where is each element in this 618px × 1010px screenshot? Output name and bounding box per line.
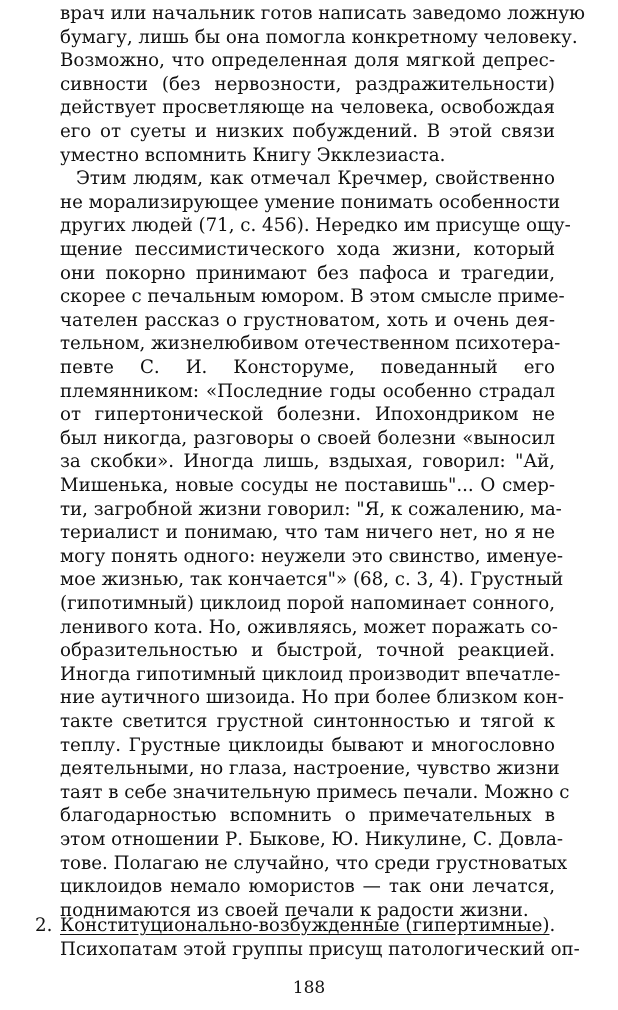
- text-line: действует просветляюще на человека, освобождая: [60, 97, 555, 119]
- text-line: образительностью и быстрой, точной реакцией.: [60, 640, 555, 662]
- text-line: поднимаются из своей печали к радости жизни.: [60, 899, 529, 921]
- text-line: деятельными, но глаза, настроение, чувство жизни: [60, 758, 560, 780]
- text-line: мое жизнью, так кончается"» (68, с. 3, 4). Грустный: [60, 569, 564, 591]
- list-item-number: 2.: [35, 915, 53, 936]
- text-line: сивности (без нервозности, раздражительности): [60, 73, 555, 95]
- text-line: скорее с печальным юмором. В этом смысле приме-: [60, 286, 565, 308]
- text-line: могу понять одного: неужели это свинство, именуе-: [60, 545, 564, 567]
- text-line: этом отношении Р. Быкове, Ю. Никулине, С. Довла-: [60, 829, 563, 850]
- text-line: певте С. И. Консторуме, поведанный его: [60, 357, 555, 378]
- text-line: не морализирующее умение понимать особенности: [60, 191, 561, 213]
- text-line: бумагу, лишь бы она помогла конкретному человеку.: [60, 26, 578, 48]
- text-line: за скобки». Иногда лишь, вздыхая, говорил: "Ай,: [60, 451, 555, 473]
- text-line: (гипотимный) циклоид порой напоминает сонного,: [60, 593, 555, 614]
- text-line: других людей (71, с. 456). Нередко им присуще ощу-: [60, 215, 571, 237]
- list-item-text-line: Психопатам этой группы присущ патологический оп-: [60, 939, 580, 960]
- page-number: 188: [292, 978, 326, 998]
- list-item-heading-end: .: [549, 915, 556, 936]
- text-line: такте светится грустной синтонностью и тягой к: [60, 711, 555, 732]
- list-item-heading: Конституционально-возбужденные (гипертимные): [60, 915, 550, 936]
- text-line: от гипертонической болезни. Ипохондриком не: [60, 404, 555, 426]
- text-line: циклоидов немало юмористов — так они лечатся,: [60, 876, 555, 898]
- text-line: ленивого кота. Но, оживляясь, может поражать со-: [60, 616, 558, 638]
- text-line: тове. Полагаю не случайно, что среди грустноватых: [60, 852, 568, 874]
- text-line: Этим людям, как отмечал Кречмер, свойственно: [76, 168, 555, 190]
- text-line: теплу. Грустные циклоиды бывают и многословно: [60, 734, 555, 756]
- text-line: благодарностью вспомнить о примечательных в: [60, 805, 555, 827]
- text-line: таят в себе значительную примесь печали. Можно с: [60, 781, 570, 803]
- text-line: врач или начальник готов написать заведомо ложную: [60, 3, 585, 24]
- text-line: Мишенька, новые сосуды не поставишь"... О смер-: [60, 475, 555, 496]
- list-item-heading-line: [60, 914, 555, 938]
- text-line: ние аутичного шизоида. Но при более близком кон-: [60, 687, 564, 709]
- text-line: териалист и понимаю, что там ничего нет, но я не: [60, 522, 555, 544]
- text-line: Иногда гипотимный циклоид производит впечатле-: [60, 663, 561, 685]
- text-line: тельном, жизнелюбивом отечественном психотера-: [60, 333, 561, 355]
- text-line: его от суеты и низких побуждений. В этой связи: [60, 121, 555, 142]
- text-line: был никогда, разговоры о своей болезни «выносил: [60, 427, 555, 449]
- text-line: они покорно принимают без пафоса и трагедии,: [60, 262, 555, 284]
- text-line: ти, загробной жизни говорил: "Я, к сожалению, ма-: [60, 498, 562, 520]
- text-line: чателен рассказ о грустноватом, хоть и очень дея-: [60, 309, 555, 331]
- text-line: племянником: «Последние годы особенно страдал: [60, 380, 555, 402]
- text-line: Возможно, что определенная доля мягкой депрес-: [60, 50, 555, 72]
- text-line: уместно вспомнить Книгу Экклезиаста.: [60, 144, 446, 166]
- text-line: щение пессимистического хода жизни, который: [60, 239, 555, 260]
